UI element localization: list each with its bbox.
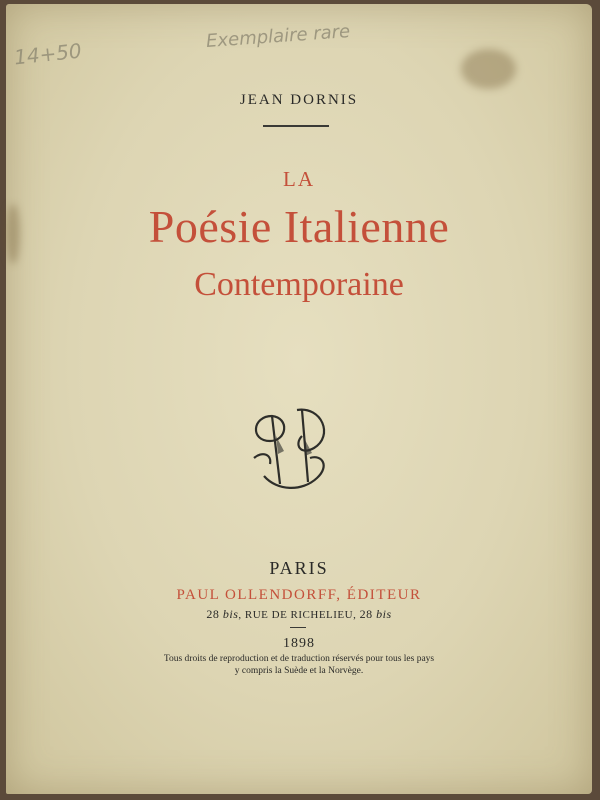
- address-bis-2: bis: [376, 607, 392, 621]
- address-street: , RUE DE RICHELIEU,: [238, 609, 360, 621]
- book-cover-page: [6, 4, 592, 794]
- title-subtitle: Contemporaine: [194, 266, 404, 303]
- address-number-2: 28: [359, 607, 373, 621]
- pencil-note: Exemplaire rare: [205, 20, 351, 53]
- pencil-price: 14+50: [12, 38, 83, 70]
- imprint-city: PARIS: [269, 558, 329, 578]
- title-article: LA: [283, 167, 315, 191]
- foxing-stain: [461, 49, 516, 89]
- imprint-divider: [290, 627, 306, 628]
- publisher-monogram-icon: [242, 396, 342, 496]
- rights-notice: [6, 653, 592, 677]
- publication-year: 1898: [283, 636, 315, 651]
- address-bis: bis: [222, 607, 239, 621]
- rights-line-2: y compris la Suède et la Norvège.: [234, 666, 364, 676]
- author-name: JEAN DORNIS: [239, 92, 359, 108]
- author-divider: [263, 125, 329, 127]
- rights-line-1: Tous droits de reproduction et de traduction réservés pour tous les pays: [163, 654, 435, 664]
- imprint-address: [6, 607, 592, 622]
- imprint-publisher: PAUL OLLENDORFF, ÉDITEUR: [176, 587, 422, 603]
- title-main: Poésie Italienne: [148, 201, 450, 252]
- address-number: 28: [206, 607, 220, 621]
